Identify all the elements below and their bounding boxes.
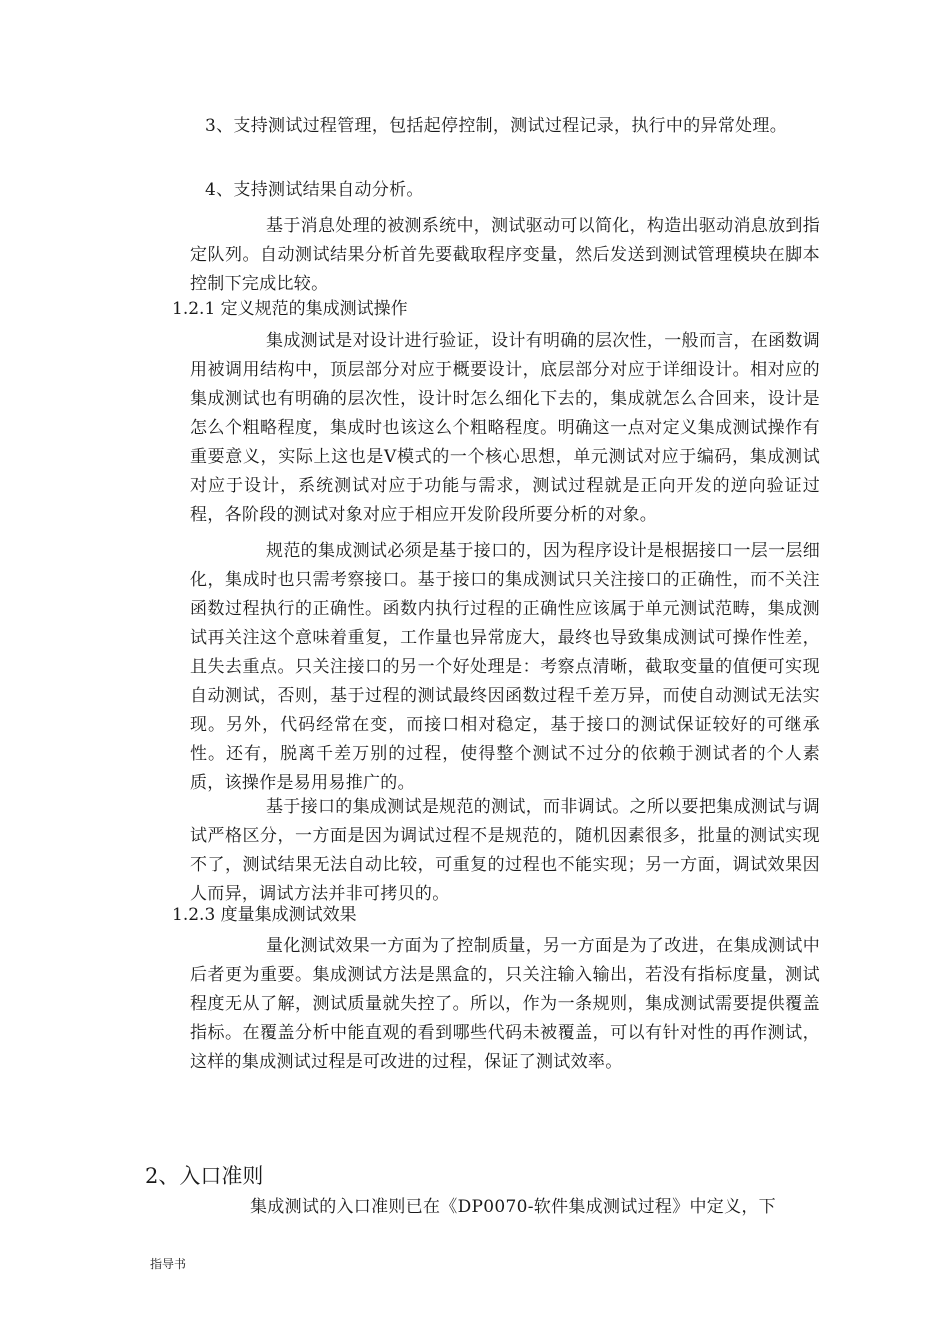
list-item-4: 4、支持测试结果自动分析。: [205, 180, 424, 200]
paragraph-design-hierarchy: 集成测试是对设计进行验证，设计有明确的层次性，一般而言，在函数调用被调用结构中，顶层部分对应于概要设计，底层部分对应于详细设计。相对应的集成测试也有明确的层次性，设计时怎么细化下去的，集成就怎么合回来，设计是怎么个粗略程度，集成时也该这么个粗略程度。明确这一点对定义集成测试操作有重要意义，实际上这也是V模式的一个核心思想，单元测试对应于编码，集成测试对应于设计，系统测试对应于功能与需求，测试过程就是正向开发的逆向验证过程，各阶段的测试对象对应于相应开发阶段所要分析的对象。: [190, 331, 820, 525]
page-footer-label: 指导书: [150, 1257, 187, 1271]
heading-1-2-1: 1.2.1 定义规范的集成测试操作: [172, 299, 408, 319]
heading-1-2-3: 1.2.3 度量集成测试效果: [172, 905, 357, 925]
section-heading-entry-criteria: 2、入口准则: [145, 1164, 264, 1188]
paragraph-message-system: 基于消息处理的被测系统中，测试驱动可以简化，构造出驱动消息放到指定队列。自动测试结果分析首先要截取程序变量，然后发送到测试管理模块在脚本控制下完成比较。: [190, 216, 820, 294]
paragraph-measure-effect: 量化测试效果一方面为了控制质量，另一方面是为了改进，在集成测试中后者更为重要。集成测试方法是黑盒的，只关注输入输出，若没有指标度量，测试程度无从了解，测试质量就失控了。所以，作为一条规则，集成测试需要提供覆盖指标。在覆盖分析中能直观的看到哪些代码未被覆盖，可以有针对性的再作测试，这样的集成测试过程是可改进的过程，保证了测试效率。: [190, 936, 820, 1072]
paragraph-entry-criteria: 集成测试的入口准则已在《DP0070-软件集成测试过程》中定义，下: [250, 1197, 776, 1217]
paragraph-interface-based: 规范的集成测试必须是基于接口的，因为程序设计是根据接口一层一层细化，集成时也只需考察接口。基于接口的集成测试只关注接口的正确性，而不关注函数过程执行的正确性。函数内执行过程的正确性应该属于单元测试范畴，集成测试再关注这个意味着重复，工作量也异常庞大，最终也导致集成测试可操作性差，且失去重点。只关注接口的另一个好处理是：考察点清晰，截取变量的值便可实现自动测试，否则，基于过程的测试最终因函数过程千差万异，而使自动测试无法实现。另外，代码经常在变，而接口相对稳定，基于接口的测试保证较好的可继承性。还有，脱离千差万别的过程，使得整个测试不过分的依赖于测试者的个人素质，该操作是易用易推广的。: [190, 541, 820, 793]
paragraph-test-vs-debug: 基于接口的集成测试是规范的测试，而非调试。之所以要把集成测试与调试严格区分，一方面是因为调试过程不是规范的，随机因素很多，批量的测试实现不了，测试结果无法自动比较，可重复的过程也不能实现；另一方面，调试效果因人而异，调试方法并非可拷贝的。: [190, 797, 820, 904]
list-item-3: 3、支持测试过程管理，包括起停控制，测试过程记录，执行中的异常处理。: [205, 116, 788, 136]
